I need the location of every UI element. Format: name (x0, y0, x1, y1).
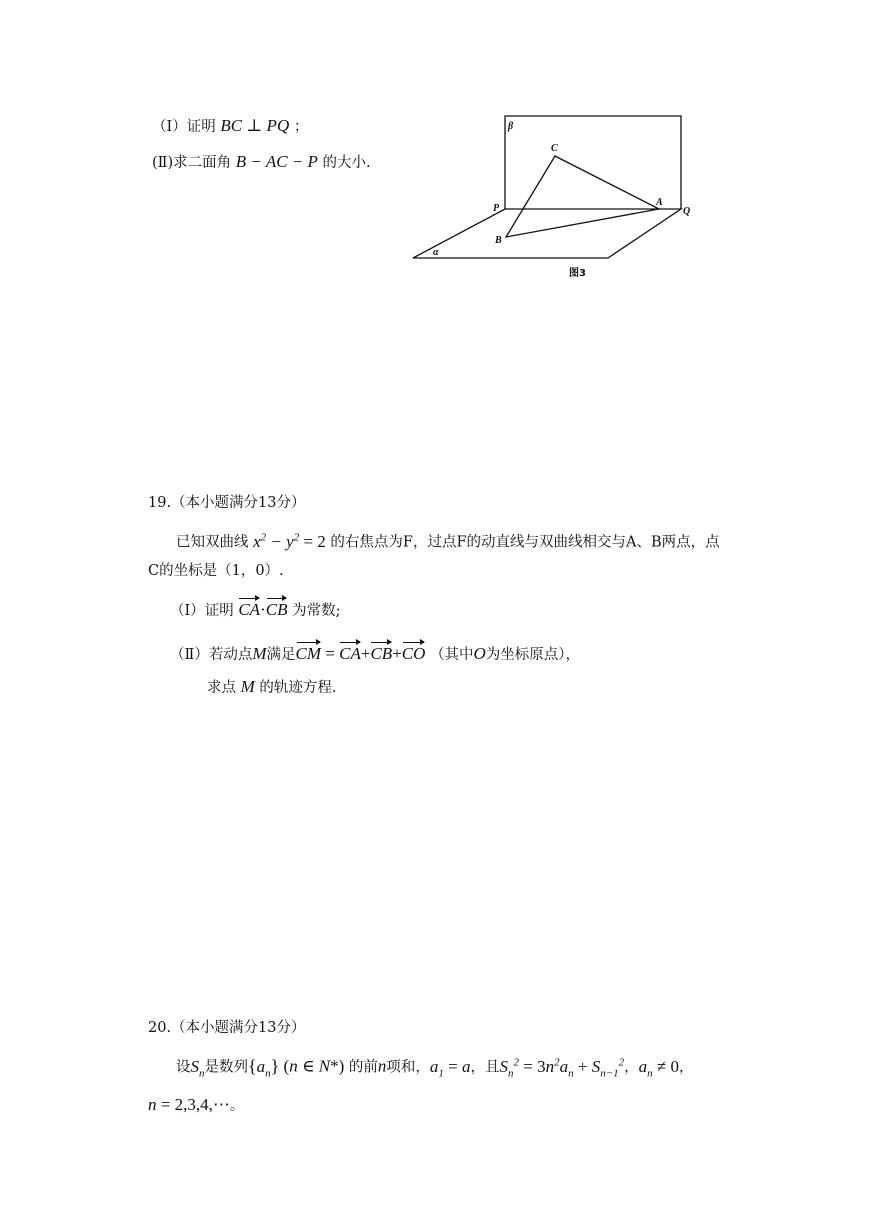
q20-stem-c: 的前 (348, 1059, 378, 1076)
label-c: C (551, 143, 558, 154)
label-q: Q (683, 206, 691, 217)
q19-point-m: M (252, 644, 267, 663)
q19-stem-b: 的右焦点为F，过点F的动直线与双曲线相交与A、B两点，点 (330, 534, 720, 551)
label-alpha: α (433, 247, 439, 258)
q20-line2-end: 。 (229, 1098, 245, 1114)
q20-stem-d: 项和， (386, 1059, 430, 1076)
q20-stem-line2 (148, 1095, 244, 1116)
q18-part2 (152, 152, 371, 173)
q20-recurrence: $S_n^2 = 3n^2a_n + S_{n-1}^2$ (499, 1056, 625, 1080)
q19-part2-line2-a: 求点 (207, 680, 236, 696)
q20-stem-comma: ， (678, 1059, 694, 1076)
q20-stem-b: 是数列 (204, 1059, 248, 1076)
q20-sequence-an: $\{a_n\}$ (248, 1055, 280, 1080)
q19-stem-line1 (176, 527, 720, 553)
q19-vector-equation: CM = CA+CB+CO (296, 644, 426, 663)
q19-point-m-2: M (240, 677, 255, 696)
q18-part2-end: 的大小. (322, 155, 371, 171)
q18-part1-label: （Ⅰ）证明 (152, 119, 216, 135)
q19-part1 (170, 597, 340, 621)
q18-part2-label: (Ⅱ)求二面角 (152, 155, 232, 171)
q20-var-n: n (377, 1056, 387, 1076)
label-a: A (656, 197, 663, 208)
q20-stem-line1 (176, 1052, 693, 1083)
q19-part1-label: （Ⅰ）证明 (170, 603, 234, 619)
figure-3-diagram (393, 103, 703, 283)
q18-part1-end: ； (293, 119, 309, 135)
label-b: B (495, 235, 502, 246)
q19-part2-label: （Ⅱ）若动点 (170, 647, 253, 663)
q20-nonzero: $a_n \ne 0$ (638, 1056, 679, 1080)
plane-alpha-outline (413, 209, 681, 258)
label-beta: β (508, 121, 514, 132)
q20-stem-sep: ， (624, 1059, 639, 1076)
q19-origin-o: O (473, 644, 486, 663)
q19-part2-mid: 满足 (266, 647, 296, 663)
triangle-abc (506, 156, 659, 237)
q18-part1 (152, 116, 308, 137)
q18-part1-math: BC ⊥ PQ (220, 116, 290, 135)
q18-part2-math: B − AC − P (235, 152, 318, 171)
q20-number: 20.（本小题满分13分） (148, 1020, 306, 1036)
q19-stem-line2: C的坐标是（1，0）. (148, 563, 284, 579)
q20-stem-a: 设 (176, 1059, 191, 1076)
label-p: P (493, 203, 500, 214)
q20-sum-sn: $S_n$ (190, 1056, 205, 1080)
q19-part1-end: 为常数; (292, 603, 341, 619)
q19-part2-line2 (207, 677, 337, 698)
q19-hyperbola-equation: $x^2 - y^2 = 2$ (253, 531, 326, 551)
q19-part2-line2-b: 的轨迹方程. (259, 680, 337, 696)
q19-dot-product: CA·CB (238, 600, 287, 619)
q20-stem-e: ，且 (470, 1059, 500, 1076)
q19-part2-end-a: （其中 (430, 647, 474, 663)
q19-stem-a: 已知双曲线 (176, 534, 249, 551)
q19-number: 19.（本小题满分13分） (148, 495, 306, 511)
q20-domain: (n ∈ N*) (283, 1056, 345, 1076)
q20-initial-term: $a_1 = a$ (429, 1056, 471, 1080)
q19-part2-end-b: 为坐标原点）， (485, 647, 581, 663)
q20-index-range: n = 2,3,4,⋯ (148, 1095, 230, 1114)
figure-caption: 图3 (569, 268, 586, 279)
q19-part2 (170, 641, 580, 665)
